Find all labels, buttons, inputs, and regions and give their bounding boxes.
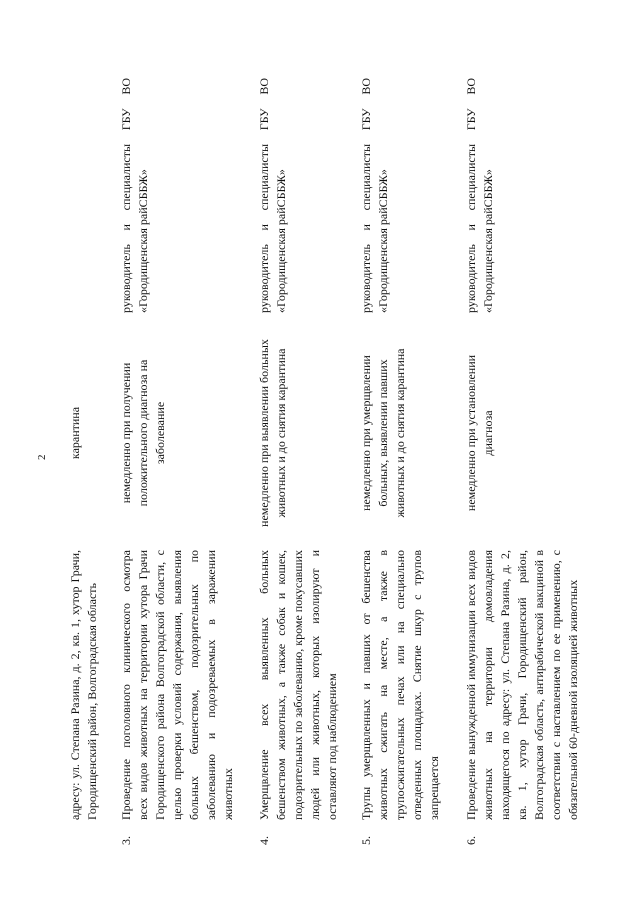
- deadline-text: немедленно при получении положительного диагноза на заболевание: [119, 359, 167, 507]
- row-number: 5.: [359, 836, 373, 845]
- responsible-text: руководитель и специалисты ГБУ ВО «Городищенская райСББЖ»: [119, 78, 150, 313]
- deadline-text: карантина: [68, 406, 82, 460]
- measure-text: Трупы умерщвленных и павших от бешенства животных сжигать на месте, а также в трупосжигательных печах или на специально отведенных площадках. Снятие шкур с трупов запрещается: [359, 550, 441, 820]
- row-number: 4.: [257, 836, 271, 845]
- measure-text: Умерщвление всех выявленных больных бешенством животных, а также собак и кошек, подозрительных по заболеванию, кроме покусавших людей или животных, которых изолируют и оставляют под наблюдением: [257, 550, 339, 820]
- deadline-text: немедленно при выявлении больных животных и до снятия карантина: [257, 339, 288, 527]
- row-number: 6.: [464, 836, 478, 845]
- responsible-text: руководитель и специалисты ГБУ ВО «Городищенская райСББЖ»: [464, 78, 495, 313]
- row-number: 3.: [119, 836, 133, 845]
- deadline-text: немедленно при умерщвлении больных, выявлении павших животных и до снятия карантина: [359, 348, 407, 518]
- deadline-text: немедленно при установлении диагноза: [464, 354, 495, 512]
- measure-text: адресу: ул. Степана Разина, д. 2, кв. 1, хутор Грачи, Городищенский район, Волгоградская область: [68, 550, 99, 820]
- measure-text: Проведение вынужденной иммунизации всех видов животных на территории домовладения находящегося по адресу: ул. Степана Разина, д. 2, кв. 1, хутор Грачи, Городищенский район, Волгоградская область, антирабической вакциной в соответствии с наставлением по ее применению, с обязательной 60-дневной изоляцией животных: [464, 550, 580, 820]
- measure-text: Проведение поголовного клинического осмотра всех видов животных на территории хутора Грачи Городищенского района Волгоградской области, с целью проверки условий содержания, выявления больных бешенством, подозрительных по заболеванию и подозреваемых в заражении животных: [119, 550, 235, 820]
- responsible-text: руководитель и специалисты ГБУ ВО «Городищенская райСББЖ»: [359, 78, 390, 313]
- responsible-text: руководитель и специалисты ГБУ ВО «Городищенская райСББЖ»: [257, 78, 288, 313]
- page-number: 2: [36, 454, 48, 460]
